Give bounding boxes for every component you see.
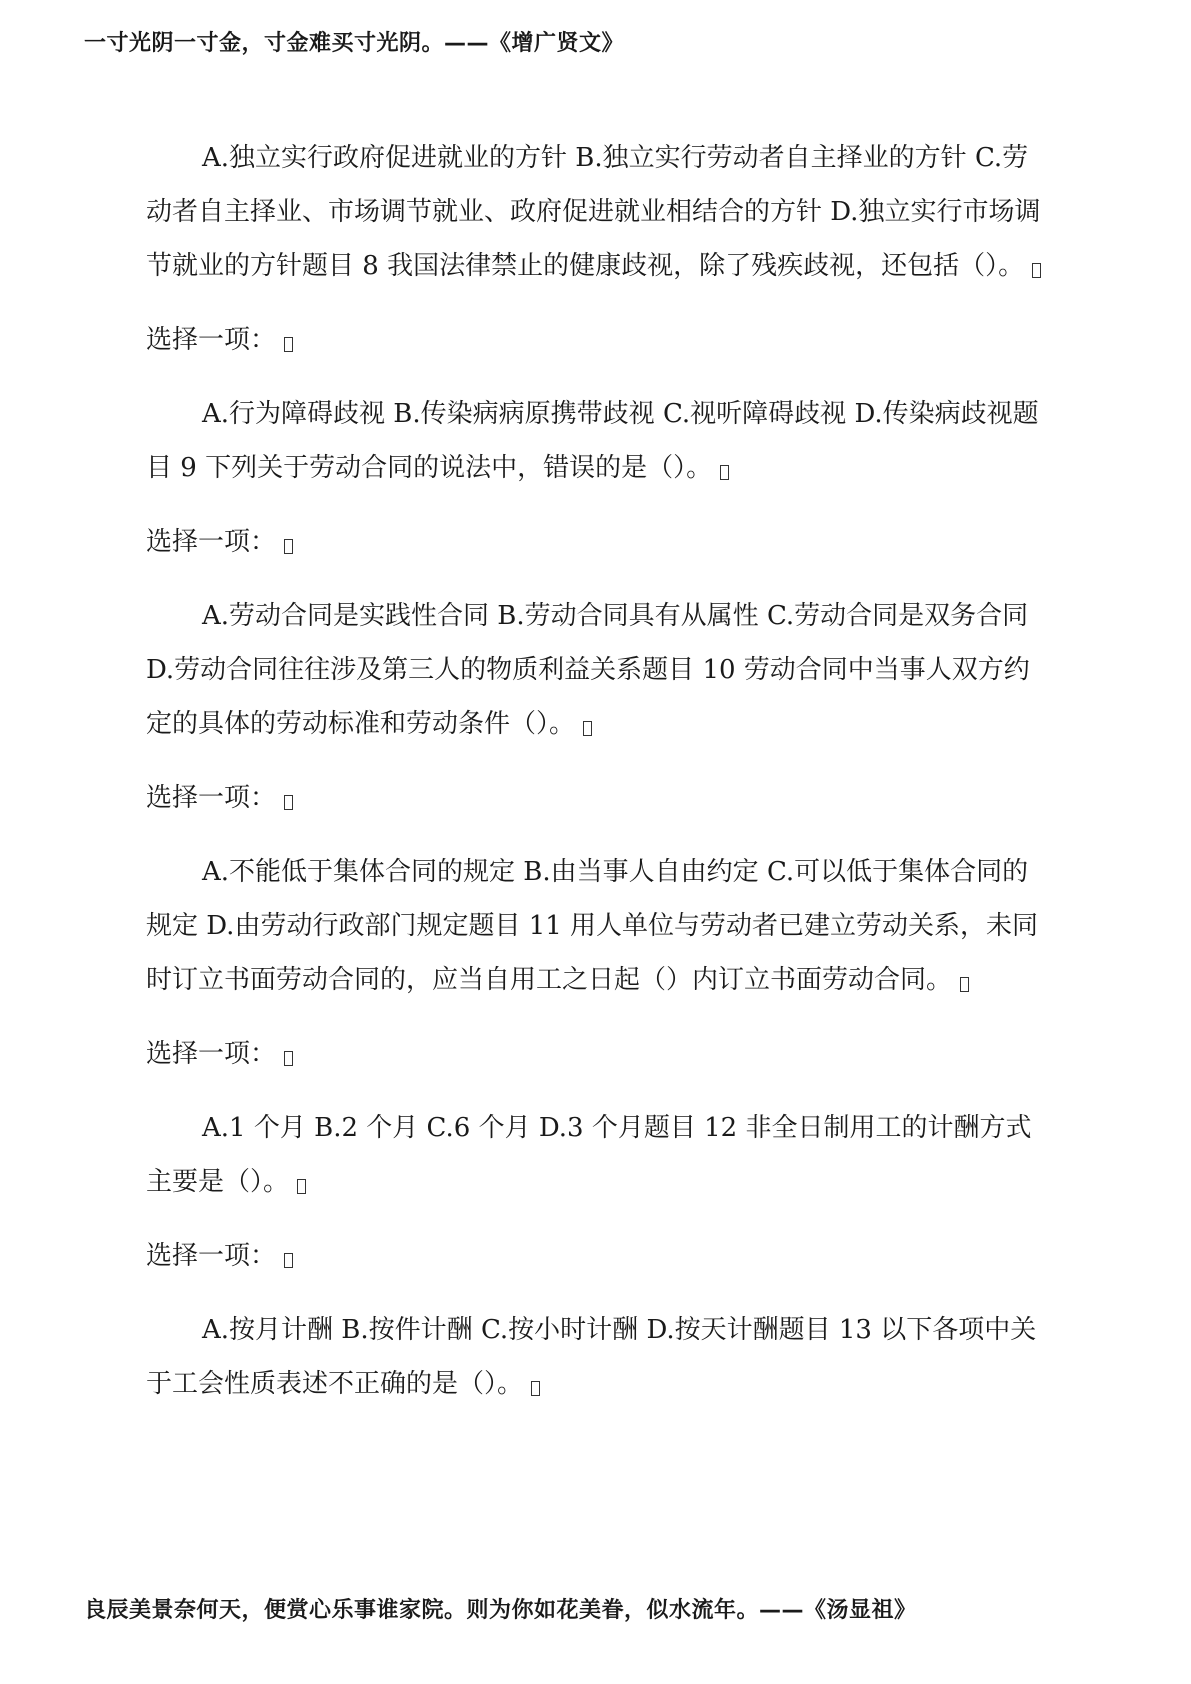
header-quote: 一寸光阴一寸金，寸金难买寸光阴。——《增广贤文》 xyxy=(84,31,625,56)
prompt-text: 选择一项： xyxy=(146,1241,277,1271)
question-options-paragraph xyxy=(146,1101,1052,1209)
choose-one-prompt xyxy=(146,771,1052,825)
question-options-paragraph xyxy=(146,131,1052,293)
choose-one-prompt xyxy=(146,1027,1052,1081)
question-options-paragraph xyxy=(146,1303,1052,1411)
prompt-text: 选择一项： xyxy=(146,527,277,557)
paragraph-end-mark xyxy=(284,1253,293,1268)
document-body xyxy=(146,131,1052,1411)
paragraph-text: A.按月计酬 B.按件计酬 C.按小时计酬 D.按天计酬题目 13 以下各项中关于工会性质表述不正确的是（）。 xyxy=(146,1315,1037,1399)
paragraph-text: A.不能低于集体合同的规定 B.由当事人自由约定 C.可以低于集体合同的规定 D.由劳动行政部门规定题目 11 用人单位与劳动者已建立劳动关系，未同时订立书面劳动合同的，应当自用工之日起（）内订立书面劳动合同。 xyxy=(146,857,1039,995)
choose-one-prompt xyxy=(146,515,1052,569)
paragraph-text: A.独立实行政府促进就业的方针 B.独立实行劳动者自主择业的方针 C.劳动者自主择业、市场调节就业、政府促进就业相结合的方针 D.独立实行市场调节就业的方针题目 8 我国法律禁止的健康歧视，除了残疾歧视，还包括（）。 xyxy=(146,143,1041,281)
paragraph-text: A.行为障碍歧视 B.传染病病原携带歧视 C.视听障碍歧视 D.传染病歧视题目 9 下列关于劳动合同的说法中，错误的是（）。 xyxy=(146,399,1039,483)
paragraph-text: A.1 个月 B.2 个月 C.6 个月 D.3 个月题目 12 非全日制用工的计酬方式主要是（）。 xyxy=(146,1113,1032,1197)
paragraph-end-mark xyxy=(1032,263,1041,278)
paragraph-end-mark xyxy=(583,721,592,736)
paragraph-end-mark xyxy=(284,539,293,554)
paragraph-end-mark xyxy=(960,977,969,992)
question-options-paragraph xyxy=(146,589,1052,751)
choose-one-prompt xyxy=(146,313,1052,367)
choose-one-prompt xyxy=(146,1229,1052,1283)
prompt-text: 选择一项： xyxy=(146,783,277,813)
prompt-text: 选择一项： xyxy=(146,1039,277,1069)
paragraph-end-mark xyxy=(284,1051,293,1066)
question-options-paragraph xyxy=(146,387,1052,495)
paragraph-end-mark xyxy=(297,1179,306,1194)
paragraph-end-mark xyxy=(284,795,293,810)
paragraph-end-mark xyxy=(720,465,729,480)
question-options-paragraph xyxy=(146,845,1052,1007)
paragraph-end-mark xyxy=(284,337,293,352)
paragraph-end-mark xyxy=(531,1381,540,1396)
prompt-text: 选择一项： xyxy=(146,325,277,355)
footer-quote: 良辰美景奈何天，便赏心乐事谁家院。则为你如花美眷，似水流年。——《汤显祖》 xyxy=(84,1598,917,1623)
paragraph-text: A.劳动合同是实践性合同 B.劳动合同具有从属性 C.劳动合同是双务合同 D.劳动合同往往涉及第三人的物质利益关系题目 10 劳动合同中当事人双方约定的具体的劳动标准和劳动条件（）。 xyxy=(146,601,1030,739)
